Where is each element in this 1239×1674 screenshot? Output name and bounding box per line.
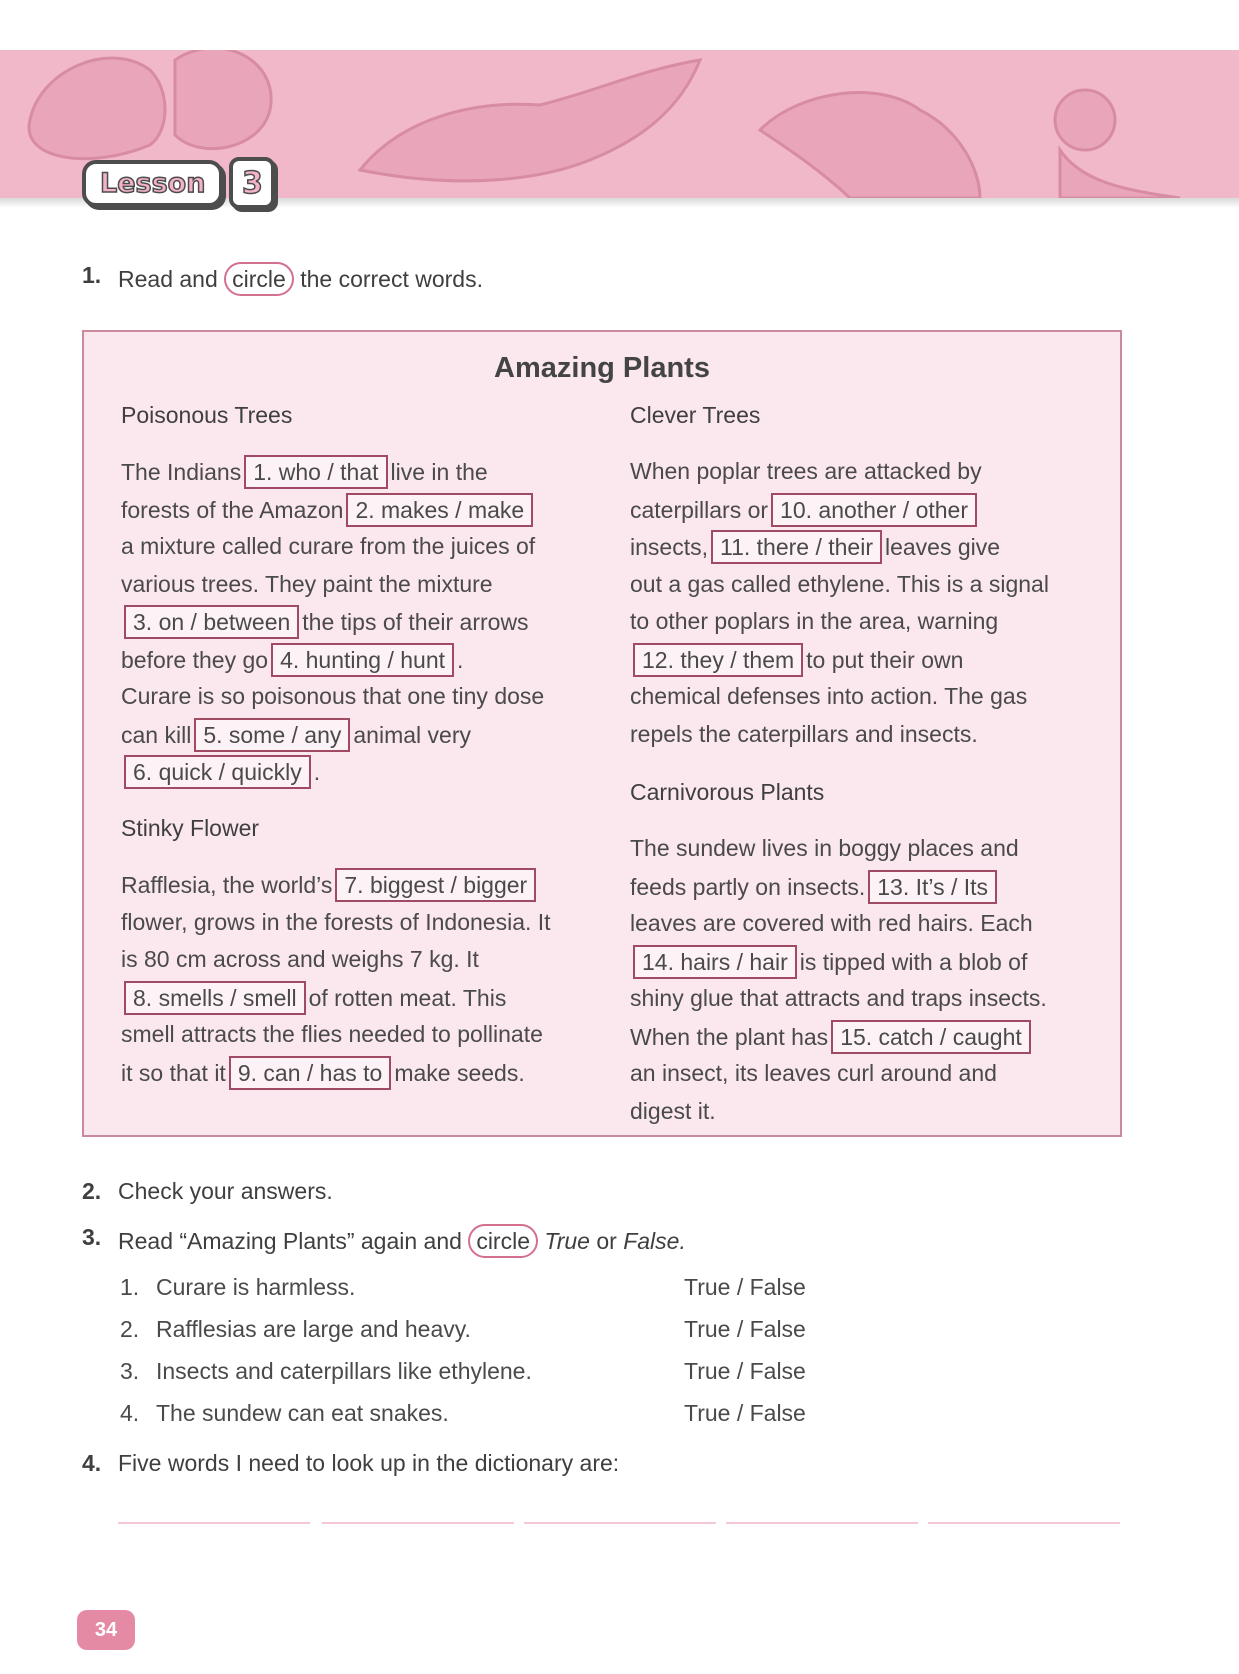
instruction-2 <box>82 1178 682 1212</box>
passage-line <box>121 718 471 752</box>
dictionary-word-line[interactable] <box>524 1522 716 1524</box>
item-statement: Curare is harmless. <box>156 1274 356 1300</box>
passage-line <box>630 493 980 527</box>
passage-text: caterpillars or <box>630 496 769 523</box>
dictionary-word-line[interactable] <box>928 1522 1120 1524</box>
passage-text: animal very <box>353 721 471 748</box>
passage-text: When the plant has <box>630 1023 829 1050</box>
passage-text: insects, <box>630 534 708 560</box>
true-false-options[interactable]: True / False <box>684 1316 806 1342</box>
passage-line <box>630 643 963 677</box>
toucan-illustration <box>760 93 980 198</box>
passage-text: the tips of their arrows <box>302 609 529 635</box>
butterfly-illustration <box>29 58 165 159</box>
passage-text: . <box>313 759 321 785</box>
passage-line <box>630 530 1000 564</box>
passage-text: a mixture called curare from the juices of <box>121 533 536 559</box>
answer-choice-box[interactable]: 15. catch / caught <box>831 1020 1031 1054</box>
or-text: or <box>596 1228 617 1254</box>
passage-text: it so that it <box>121 1059 226 1086</box>
true-false-item <box>120 1274 840 1304</box>
answer-choice-box[interactable]: 14. hairs / hair <box>633 945 797 979</box>
true-false-options[interactable]: True / False <box>684 1274 806 1300</box>
passage-line <box>121 868 539 902</box>
item-number: 2. <box>120 1316 140 1342</box>
circled-word: circle <box>468 1224 538 1258</box>
answer-choice-box[interactable]: 2. makes / make <box>346 493 533 527</box>
passage-text: The Indians <box>121 459 242 485</box>
passage-text: before they go <box>121 646 269 673</box>
dictionary-word-line[interactable] <box>118 1522 310 1524</box>
lesson-number: 3 <box>229 157 275 209</box>
passage-text: leaves give <box>884 534 1001 560</box>
passage-text: Rafflesia, the world’s <box>121 872 333 898</box>
answer-choice-box[interactable]: 5. some / any <box>194 718 350 752</box>
instruction-4 <box>82 1450 882 1484</box>
passage-text: to put their own <box>806 646 964 673</box>
section-heading-carnivorous-plants: Carnivorous Plants <box>630 779 825 805</box>
passage-line <box>121 906 551 938</box>
passage-text: can kill <box>121 721 192 748</box>
passage-text: live in the <box>390 459 488 485</box>
passage-line <box>630 605 998 637</box>
lesson-label: Lesson <box>82 160 223 207</box>
passage-text: of rotten meat. This <box>308 984 507 1011</box>
passage-line <box>121 981 506 1015</box>
instruction-number: 3. <box>82 1224 102 1250</box>
instruction-text: Check your answers. <box>118 1178 333 1204</box>
instruction-text: the correct words. <box>300 266 483 292</box>
passage-line <box>630 945 1027 979</box>
passage-line <box>121 943 479 975</box>
crocodile-illustration <box>360 60 700 181</box>
instruction-number: 2. <box>82 1178 102 1204</box>
item-statement: The sundew can eat snakes. <box>156 1400 449 1426</box>
passage-text: repels the caterpillars and insects. <box>630 720 978 747</box>
item-statement: Insects and caterpillars like ethylene. <box>156 1358 532 1384</box>
passage-text: to other poplars in the area, warning <box>630 608 999 634</box>
item-number: 1. <box>120 1274 140 1300</box>
dictionary-word-line[interactable] <box>726 1522 918 1524</box>
passage-text: digest it. <box>630 1097 716 1124</box>
passage-text: . <box>457 646 464 673</box>
passage-text: chemical defenses into action. The gas <box>630 683 1028 709</box>
passage-text: When poplar trees are attacked by <box>630 458 982 484</box>
lesson-badge <box>82 152 275 214</box>
passage-text: smell attracts the flies needed to pollinate <box>121 1021 543 1047</box>
passage-text: is tipped with a blob of <box>799 948 1028 975</box>
item-statement: Rafflesias are large and heavy. <box>156 1316 471 1342</box>
option-true-label: True <box>544 1228 590 1254</box>
passage-line <box>630 870 1000 904</box>
passage-line <box>630 832 1019 864</box>
answer-choice-box[interactable]: 9. can / has to <box>229 1056 391 1090</box>
passage-line <box>121 1018 543 1050</box>
instruction-number: 4. <box>82 1450 102 1476</box>
answer-choice-box[interactable]: 6. quick / quickly <box>124 755 311 789</box>
monkey-illustration <box>1055 90 1115 150</box>
passage-text: Curare is so poisonous that one tiny dose <box>121 683 545 709</box>
passage-line <box>121 755 320 789</box>
passage-text: The sundew lives in boggy places and <box>630 835 1019 861</box>
section-heading-stinky-flower: Stinky Flower <box>121 815 260 841</box>
circled-word: circle <box>224 262 294 296</box>
passage-text: is 80 cm across and weighs 7 kg. It <box>121 946 479 972</box>
answer-choice-box[interactable]: 13. It’s / Its <box>868 870 997 904</box>
answer-choice-box[interactable]: 8. smells / smell <box>124 981 306 1015</box>
answer-choice-box[interactable]: 3. on / between <box>124 605 299 639</box>
true-false-item <box>120 1400 840 1430</box>
section-heading-clever-trees: Clever Trees <box>630 402 761 428</box>
answer-choice-box[interactable]: 12. they / them <box>633 643 803 677</box>
passage-line <box>630 680 1027 712</box>
instruction-text: Five words I need to look up in the dictionary are: <box>118 1450 620 1476</box>
answer-choice-box[interactable]: 11. there / their <box>711 530 882 564</box>
passage-line <box>630 1020 1034 1054</box>
passage-text: make seeds. <box>394 1059 525 1086</box>
option-false-label: False. <box>623 1228 686 1254</box>
answer-choice-box[interactable]: 10. another / other <box>771 493 977 527</box>
passage-line <box>121 605 529 639</box>
passage-title: Amazing Plants <box>494 352 710 384</box>
answer-choice-box[interactable]: 4. hunting / hunt <box>271 643 454 677</box>
passage-line <box>630 568 1049 600</box>
passage-line <box>121 493 536 527</box>
page-number: 34 <box>77 1610 135 1650</box>
true-false-options[interactable]: True / False <box>684 1400 806 1426</box>
true-false-item <box>120 1358 840 1388</box>
passage-text: various trees. They paint the mixture <box>121 570 493 597</box>
section-heading-poisonous-trees: Poisonous Trees <box>121 402 293 428</box>
true-false-options[interactable]: True / False <box>684 1358 806 1384</box>
passage-text: feeds partly on insects. <box>630 873 866 900</box>
answer-choice-box[interactable]: 7. biggest / bigger <box>335 868 536 902</box>
passage-line <box>630 1057 997 1089</box>
passage-text: out a gas called ethylene. This is a signal <box>630 570 1049 597</box>
passage-line <box>630 982 1047 1014</box>
passage-line <box>121 530 535 562</box>
passage-line <box>630 455 982 487</box>
instruction-1 <box>82 262 682 298</box>
true-false-item <box>120 1316 840 1346</box>
instruction-number: 1. <box>82 262 102 288</box>
item-number: 3. <box>120 1358 140 1384</box>
passage-line <box>121 568 493 600</box>
passage-line <box>630 1095 716 1127</box>
item-number: 4. <box>120 1400 140 1426</box>
passage-line <box>630 907 1033 939</box>
answer-choice-box[interactable]: 1. who / that <box>244 455 387 489</box>
passage-line <box>630 718 978 750</box>
passage-line <box>121 643 463 677</box>
passage-text: forests of the Amazon <box>121 496 344 523</box>
passage-line <box>121 455 488 489</box>
passage-line <box>121 1056 525 1090</box>
passage-text: flower, grows in the forests of Indonesia. It <box>121 908 551 935</box>
instruction-text: Read “Amazing Plants” again and <box>118 1228 462 1254</box>
passage-text: leaves are covered with red hairs. Each <box>630 910 1033 936</box>
passage-text: shiny glue that attracts and traps insects. <box>630 985 1047 1011</box>
dictionary-word-line[interactable] <box>322 1522 514 1524</box>
instruction-text: Read and <box>118 266 218 292</box>
passage-line <box>121 680 544 712</box>
instruction-3 <box>82 1224 882 1260</box>
reading-passage-box <box>82 330 1122 1137</box>
passage-text: an insect, its leaves curl around and <box>630 1060 997 1086</box>
